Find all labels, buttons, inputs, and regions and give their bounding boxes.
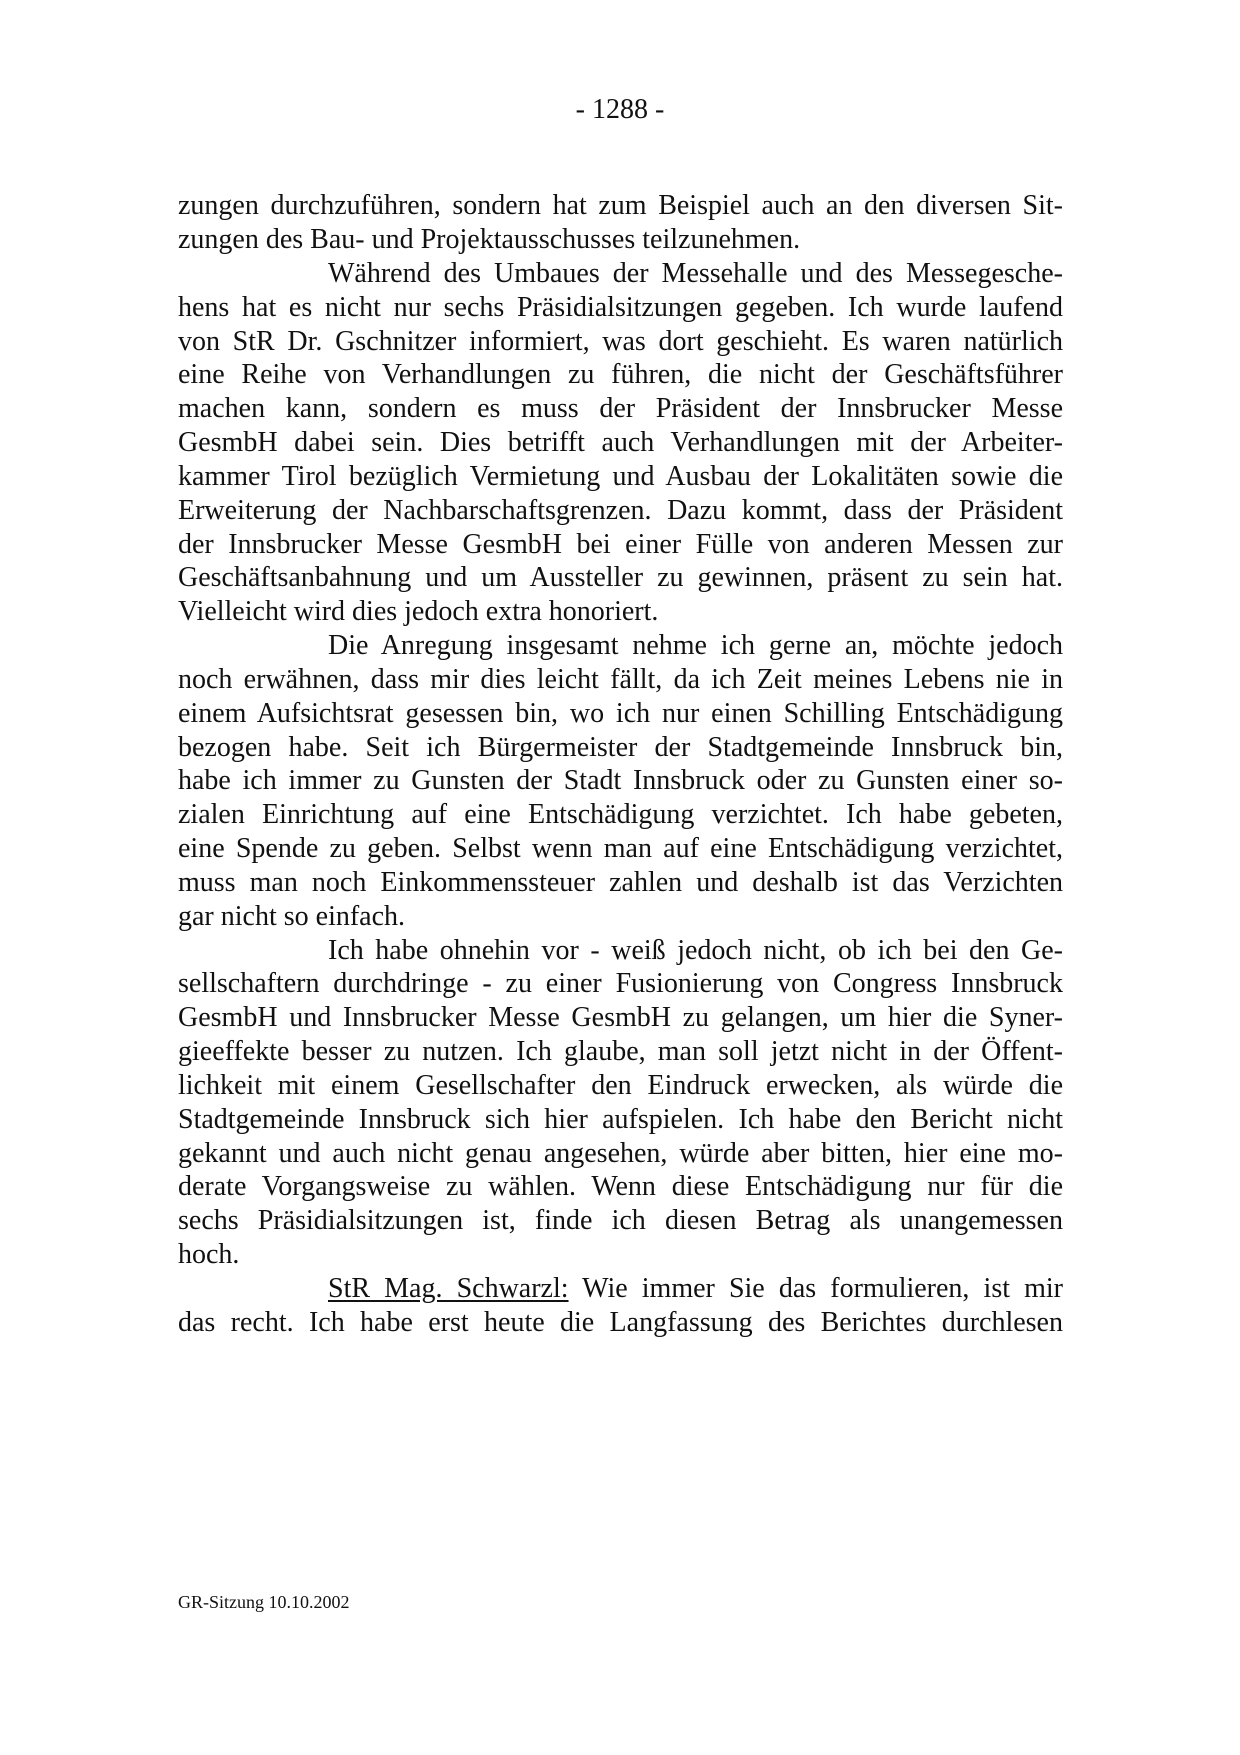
text-line: habe ich immer zu Gunsten der Stadt Innsbruck oder zu Gunsten einer so- bbox=[178, 765, 1063, 796]
text-line: GesmbH dabei sein. Dies betrifft auch Verhandlungen mit der Arbeiter- bbox=[178, 427, 1063, 458]
text-line: von StR Dr. Gschnitzer informiert, was dort geschieht. Es waren natürlich bbox=[178, 326, 1063, 357]
text-line: zungen des Bau- und Projektausschusses teilzunehmen. bbox=[178, 224, 801, 255]
text-line: eine Reihe von Verhandlungen zu führen, die nicht der Geschäftsführer bbox=[178, 359, 1063, 390]
text-line: Die Anregung insgesamt nehme ich gerne an, möchte jedoch bbox=[328, 630, 1063, 661]
text-line: kammer Tirol bezüglich Vermietung und Ausbau der Lokalitäten sowie die bbox=[178, 461, 1063, 492]
text-line: Ich habe ohnehin vor - weiß jedoch nicht, ob ich bei den Ge- bbox=[328, 935, 1063, 966]
text-line: der Innsbrucker Messe GesmbH bei einer Fülle von anderen Messen zur bbox=[178, 529, 1063, 560]
text-line: Vielleicht wird dies jedoch extra honoriert. bbox=[178, 596, 659, 627]
text-line: eine Spende zu geben. Selbst wenn man auf eine Entschädigung verzichtet, bbox=[178, 833, 1063, 864]
text-line: gar nicht so einfach. bbox=[178, 901, 406, 932]
speaker-name: StR Mag. Schwarzl: bbox=[328, 1273, 569, 1304]
text-line: Geschäftsanbahnung und um Aussteller zu gewinnen, präsent zu sein hat. bbox=[178, 562, 1063, 593]
text-line: einem Aufsichtsrat gesessen bin, wo ich nur einen Schilling Entschädigung bbox=[178, 698, 1063, 729]
speaker-statement: Wie immer Sie das formulieren, ist mir bbox=[568, 1273, 1063, 1304]
text-line: muss man noch Einkommenssteuer zahlen und deshalb ist das Verzichten bbox=[178, 867, 1063, 898]
text-line: hens hat es nicht nur sechs Präsidialsitzungen gegeben. Ich wurde laufend bbox=[178, 292, 1063, 323]
text-line: noch erwähnen, dass mir dies leicht fällt, da ich Zeit meines Lebens nie in bbox=[178, 664, 1063, 695]
text-line: Erweiterung der Nachbarschaftsgrenzen. Dazu kommt, dass der Präsident bbox=[178, 495, 1063, 526]
text-line: sellschaftern durchdringe - zu einer Fusionierung von Congress Innsbruck bbox=[178, 968, 1063, 999]
text-line: GesmbH und Innsbrucker Messe GesmbH zu gelangen, um hier die Syner- bbox=[178, 1002, 1063, 1033]
footer-session-date: GR-Sitzung 10.10.2002 bbox=[178, 1592, 350, 1612]
text-line: derate Vorgangsweise zu wählen. Wenn diese Entschädigung nur für die bbox=[178, 1171, 1063, 1202]
text-line: lichkeit mit einem Gesellschafter den Eindruck erwecken, als würde die bbox=[178, 1070, 1063, 1101]
text-line: zungen durchzuführen, sondern hat zum Beispiel auch an den diversen Sit- bbox=[178, 190, 1063, 221]
page-number: - 1288 - bbox=[575, 94, 665, 125]
speaker-line bbox=[328, 1271, 1063, 1307]
text-line: zialen Einrichtung auf eine Entschädigung verzichtet. Ich habe gebeten, bbox=[178, 799, 1063, 830]
text-line: gekannt und auch nicht genau angesehen, würde aber bitten, hier eine mo- bbox=[178, 1138, 1063, 1169]
text-line: das recht. Ich habe erst heute die Langfassung des Berichtes durchlesen bbox=[178, 1307, 1063, 1338]
text-line: machen kann, sondern es muss der Präsident der Innsbrucker Messe bbox=[178, 393, 1063, 424]
text-line: sechs Präsidialsitzungen ist, finde ich diesen Betrag als unangemessen bbox=[178, 1205, 1063, 1236]
text-line: gieeffekte besser zu nutzen. Ich glaube, man soll jetzt nicht in der Öffent- bbox=[178, 1036, 1063, 1067]
text-line: Stadtgemeinde Innsbruck sich hier aufspielen. Ich habe den Bericht nicht bbox=[178, 1104, 1063, 1135]
text-line: hoch. bbox=[178, 1239, 240, 1270]
text-line: Während des Umbaues der Messehalle und des Messegesche- bbox=[328, 258, 1063, 289]
text-line: bezogen habe. Seit ich Bürgermeister der Stadtgemeinde Innsbruck bin, bbox=[178, 732, 1063, 763]
